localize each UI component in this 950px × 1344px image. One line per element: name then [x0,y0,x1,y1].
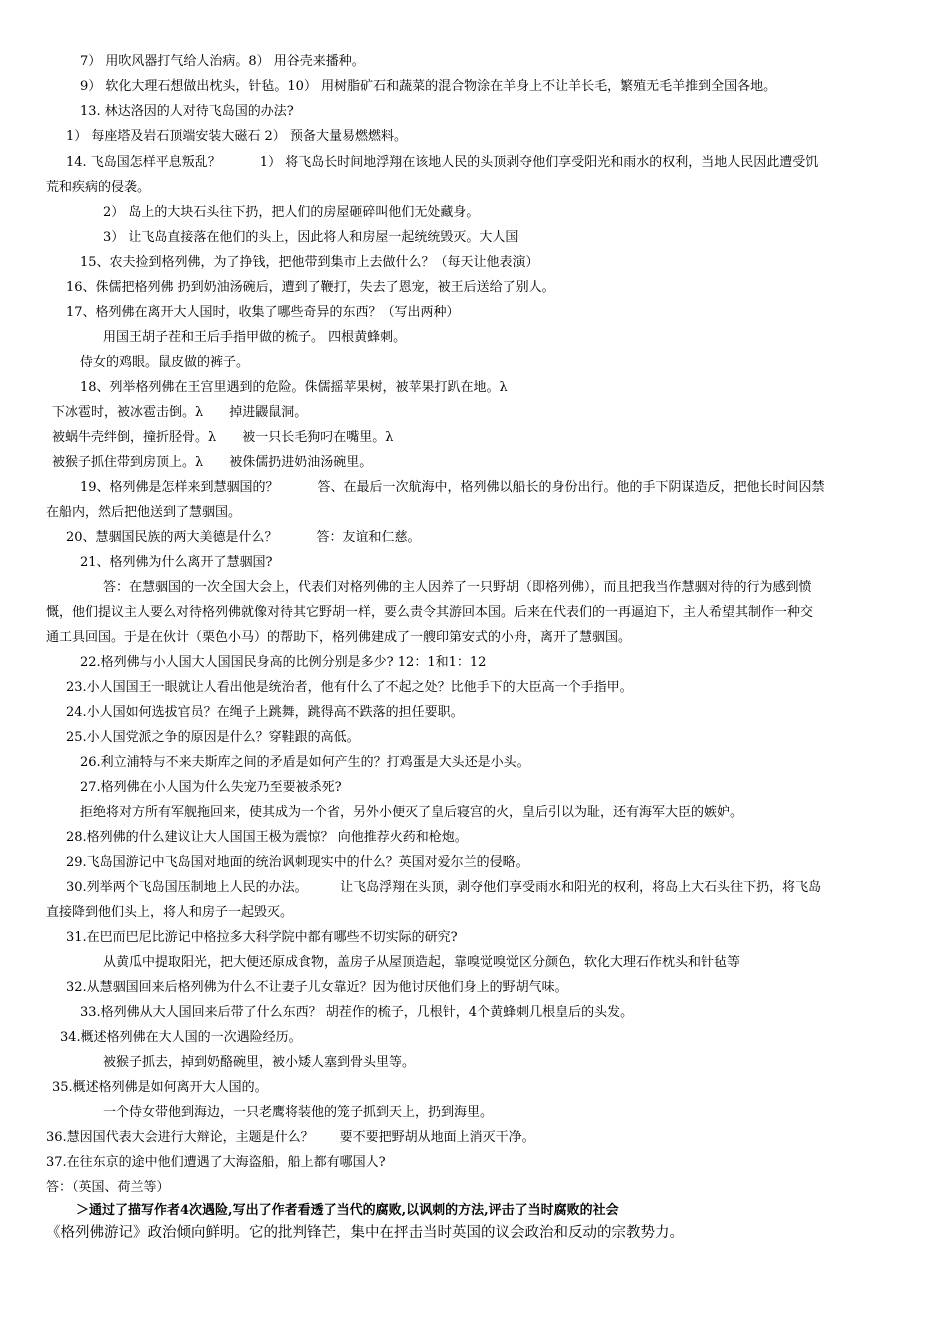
text-line: 2） 岛上的大块石头往下扔，把人们的房屋砸碎叫他们无处藏身。 [103,205,480,220]
text-line: 从黄瓜中提取阳光，把大便还原成食物，盖房子从屋顶造起，靠嗅觉嗅觉区分颜色，软化大理石作枕头和针毡等 [103,955,741,970]
question-17: 17、格列佛在离开大人国时，收集了哪些奇异的东西？（写出两种） [66,305,460,320]
question-23: 23.小人国国王一眼就让人看出他是统治者，他有什么了不起之处？比他手下的大臣高一个手指甲。 [66,680,633,695]
text-line: 被猴子抓去，掉到奶酪碗里，被小矮人塞到骨头里等。 [103,1055,416,1070]
question-27: 27.格列佛在小人国为什么失宠乃至要被杀死? [80,780,342,795]
question-18: 18、列举格列佛在王宫里遇到的危险。侏儒摇苹果树，被苹果打趴在地。λ [80,380,508,395]
text-line: 慨，他们提议主人要么对待格列佛就像对待其它野胡一样，要么责令其游回本国。后来在代表们的一再逼迫下，主人希望其制作一种交 [46,605,814,620]
question-13: 13. 林达洛因的人对待飞岛国的办法? [80,104,294,119]
question-22: 22.格列佛与小人国大人国国民身高的比例分别是多少? 12：1和1：12 [80,655,487,670]
question-26: 26.利立浦特与不来夫斯库之间的矛盾是如何产生的？打鸡蛋是大头还是小头。 [80,755,530,770]
text-line: 被猴子抓住带到房顶上。λ 被侏儒扔进奶油汤碗里。 [52,455,373,470]
question-28: 28.格列佛的什么建议让大人国国王极为震惊？ 向他推荐火药和枪炮。 [66,830,468,845]
text-line: 答：在慧骃国的一次全国大会上，代表们对格列佛的主人因养了一只野胡（即格列佛），而且把我当作慧骃对待的行为感到愤 [103,580,812,595]
question-31: 31.在巴而巴尼比游记中格拉多大科学院中都有哪些不切实际的研究? [66,930,458,945]
question-25: 25.小人国党派之争的原因是什么？穿鞋跟的高低。 [66,730,360,745]
question-36: 36.慧因国代表大会进行大辩论，主题是什么？ 要不要把野胡从地面上消灭干净。 [46,1130,535,1145]
question-37: 37.在往东京的途中他们遭遇了大海盗船，船上都有哪国人? [46,1155,386,1170]
text-line: 7） 用吹风器打气给人治病。8） 用谷壳来播种。 [80,54,365,69]
text-line: 用国王胡子茬和王后手指甲做的梳子。 四根黄蜂刺。 [103,330,407,345]
question-30: 30.列举两个飞岛国压制地上人民的办法。 让飞岛浮翔在头顶，剥夺他们享受雨水和阳光的权利，将岛上大石头往下扔，将飞岛 [66,880,822,895]
text-line: 下冰雹时，被冰雹击倒。λ 掉进鼹鼠洞。 [52,405,308,420]
text-line: 一个侍女带他到海边，一只老鹰将装他的笼子抓到天上，扔到海里。 [103,1105,494,1120]
question-16: 16、侏儒把格列佛 扔到奶油汤碗后，遭到了鞭打，失去了恩宠，被王后送给了别人。 [66,280,555,295]
question-15: 15、农夫捡到格列佛，为了挣钱，把他带到集市上去做什么？（每天让他表演） [80,255,539,270]
text-line: 3） 让飞岛直接落在他们的头上，因此将人和房屋一起统统毁灭。大人国 [103,230,519,245]
question-33: 33.格列佛从大人国回来后带了什么东西？ 胡茬作的梳子，几根针，4个黄蜂刺几根皇后的头发。 [80,1005,634,1020]
question-35: 35.概述格列佛是如何离开大人国的。 [52,1080,268,1095]
text-line: 9） 软化大理石想做出枕头，针毡。10） 用树脂矿石和蔬菜的混合物涂在羊身上不让羊长毛，繁殖无毛羊推到全国各地。 [80,79,777,94]
text-line: 通工具回国。于是在伙计（栗色小马）的帮助下，格列佛建成了一艘印第安式的小舟，离开了慧骃国。 [46,630,632,645]
text-line: 在船内，然后把他送到了慧骃国。 [46,505,242,520]
summary-note: ＞通过了描写作者4次遇险,写出了作者看透了当代的腐败,以讽刺的方法,评击了当时腐败的社会 [76,1203,619,1218]
question-21: 21、格列佛为什么离开了慧骃国? [80,555,273,570]
text-line: 荒和疾病的侵袭。 [46,180,151,195]
text-line: 拒绝将对方所有军舰拖回来，使其成为一个省，另外小便灭了皇后寝宫的火，皇后引以为耻，还有海军大臣的嫉妒。 [80,805,744,820]
question-29: 29.飞岛国游记中飞岛国对地面的统治讽刺现实中的什么？英国对爱尔兰的侵略。 [66,855,529,870]
question-19: 19、格列佛是怎样来到慧骃国的？ 答、在最后一次航海中，格列佛以船长的身份出行。他的手下阴谋造反，把他长时间囚禁 [80,480,825,495]
question-32: 32.从慧骃国回来后格列佛为什么不让妻子儿女靠近？因为他讨厌他们身上的野胡气味。 [66,980,568,995]
text-line: 侍女的鸡眼。鼠皮做的裤子。 [80,355,250,370]
question-20: 20、慧骃国民族的两大美德是什么？ 答：友谊和仁慈。 [66,530,421,545]
closing-paragraph: 《格列佛游记》政治倾向鲜明。它的批判锋芒，集中在抨击当时英国的议会政治和反动的宗教势力。 [46,1225,684,1241]
question-24: 24.小人国如何选拔官员？在绳子上跳舞，跳得高不跌落的担任要职。 [66,705,464,720]
answer-37: 答：（英国、荷兰等） [46,1180,170,1195]
question-14: 14. 飞岛国怎样平息叛乱？ 1） 将飞岛长时间地浮翔在该地人民的头顶剥夺他们享受阳光和雨水的权利，当地人民因此遭受饥 [66,155,819,170]
question-34: 34.概述格列佛在大人国的一次遇险经历。 [60,1030,302,1045]
text-line: 1） 每座塔及岩石顶端安装大磁石 2） 预备大量易燃燃料。 [66,129,407,144]
text-line: 直接降到他们头上，将人和房子一起毁灭。 [46,905,294,920]
text-line: 被蜗牛壳绊倒，撞折胫骨。λ 被一只长毛狗叼在嘴里。λ [52,430,394,445]
